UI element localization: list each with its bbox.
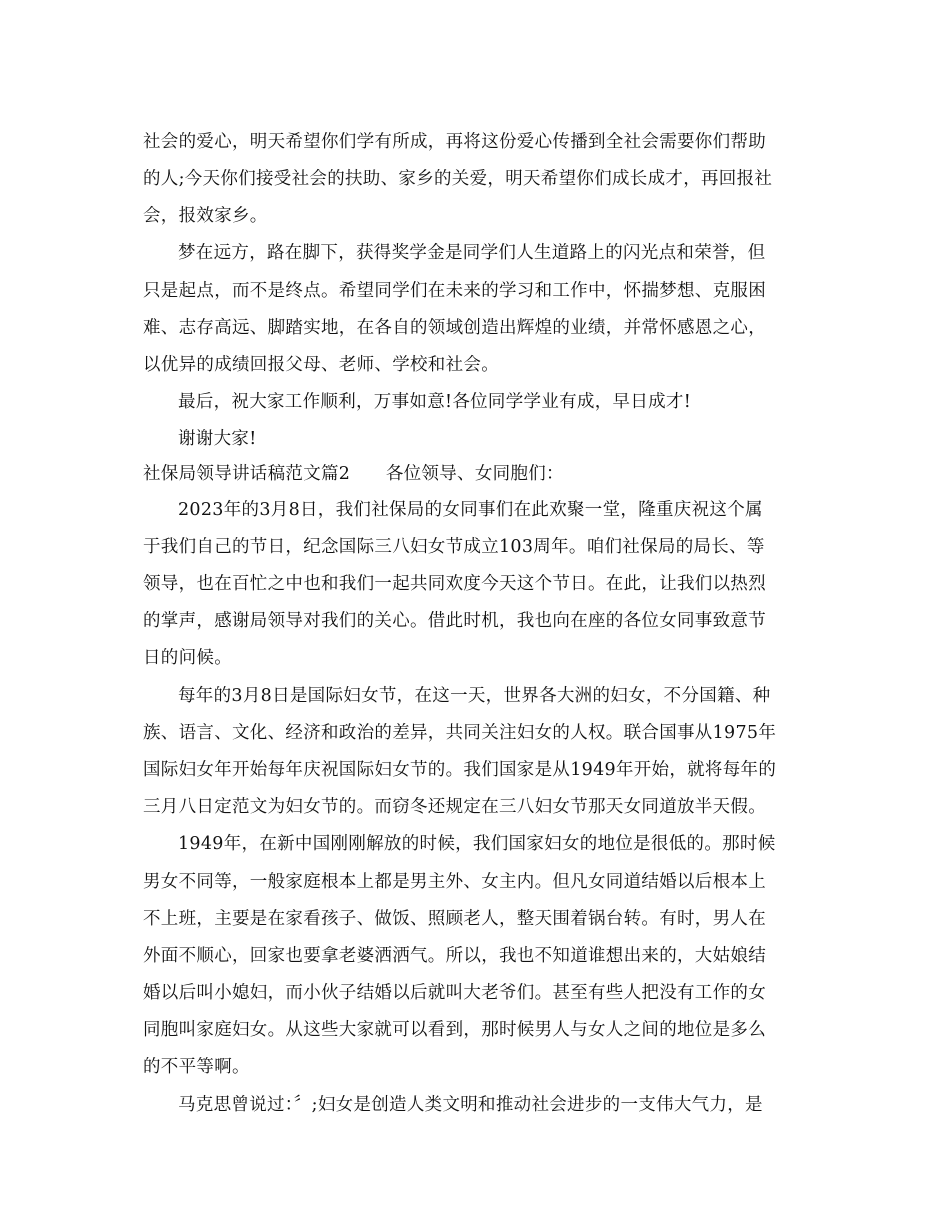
text-line: 三月八日定范文为妇女节的。而窃冬还规定在三八妇女节那天女同道放半天假。: [143, 797, 766, 817]
text-line: 梦在远方，路在脚下，获得奖学金是同学们人生道路上的闪光点和荣誉，但: [178, 243, 766, 263]
text-line: 领导，也在百忙之中也和我们一起共同欢度今天这个节日。在此，让我们以热烈: [143, 574, 766, 594]
text-line: 国际妇女年开始每年庆祝国际妇女节的。我们国家是从1949年开始，就将每年的: [143, 760, 777, 780]
text-line: 马克思曾说过：〞;妇女是创造人类文明和推动社会进步的一支伟大气力，是: [178, 1095, 763, 1115]
text-line: 不上班，主要是在家看孩子、做饭、照顾老人，整天围着锅台转。有时，男人在: [143, 909, 766, 929]
text-line: 每年的3月8日是国际妇女节，在这一天，世界各大洲的妇女，不分国籍、种: [178, 686, 771, 706]
text-line: 男女不同等，一般家庭根本上都是男主外、女主内。但凡女同道结婚以后根本上: [143, 872, 766, 892]
text-line: 的人;今天你们接受社会的扶助、家乡的关爱，明天希望你们成长成才，再回报社: [143, 169, 773, 189]
text-line: 社会的爱心，明天希望你们学有所成，再将这份爱心传播到全社会需要你们帮助: [143, 132, 766, 152]
text-line: 外面不顺心，回家也要拿老婆洒洒气。所以，我也不知道谁想出来的，大姑娘结: [143, 946, 766, 966]
text-line: 会，报效家乡。: [143, 206, 268, 226]
text-line: 同胞叫家庭妇女。从这些大家就可以看到，那时候男人与女人之间的地位是多么: [143, 1020, 766, 1040]
text-line: 族、语言、文化、经济和政治的差异，共同关注妇女的人权。联合国事从1975年: [143, 723, 777, 743]
text-line: 婚以后叫小媳妇，而小伙子结婚以后就叫大老爷们。甚至有些人把没有工作的女: [143, 983, 766, 1003]
text-line: 最后，祝大家工作顺利，万事如意!各位同学学业有成，早日成才!: [178, 392, 692, 412]
text-line: 于我们自己的节日，纪念国际三八妇女节成立103周年。咱们社保局的局长、等: [143, 537, 765, 557]
text-line: 的掌声，感谢局领导对我们的关心。借此时机，我也向在座的各位女同事致意节: [143, 611, 766, 631]
text-line: 只是起点，而不是终点。希望同学们在未来的学习和工作中，怀揣梦想、克服困: [143, 281, 766, 301]
text-line: 1949年，在新中国刚刚解放的时候，我们国家妇女的地位是很低的。那时候: [178, 834, 776, 854]
section-heading: 社保局领导讲话稿范文篇2 各位领导、女同胞们：: [143, 464, 564, 484]
text-line: 以优异的成绩回报父母、老师、学校和社会。: [143, 355, 499, 375]
text-line: 谢谢大家!: [178, 429, 257, 449]
text-line: 的不平等啊。: [143, 1057, 250, 1077]
text-line: 日的问候。: [143, 648, 232, 668]
text-line: 难、志存高远、脚踏实地，在各自的领域创造出辉煌的业绩，并常怀感恩之心，: [143, 318, 766, 338]
text-line: 2023年的3月8日，我们社保局的女同事们在此欢聚一堂，隆重庆祝这个属: [178, 500, 763, 520]
